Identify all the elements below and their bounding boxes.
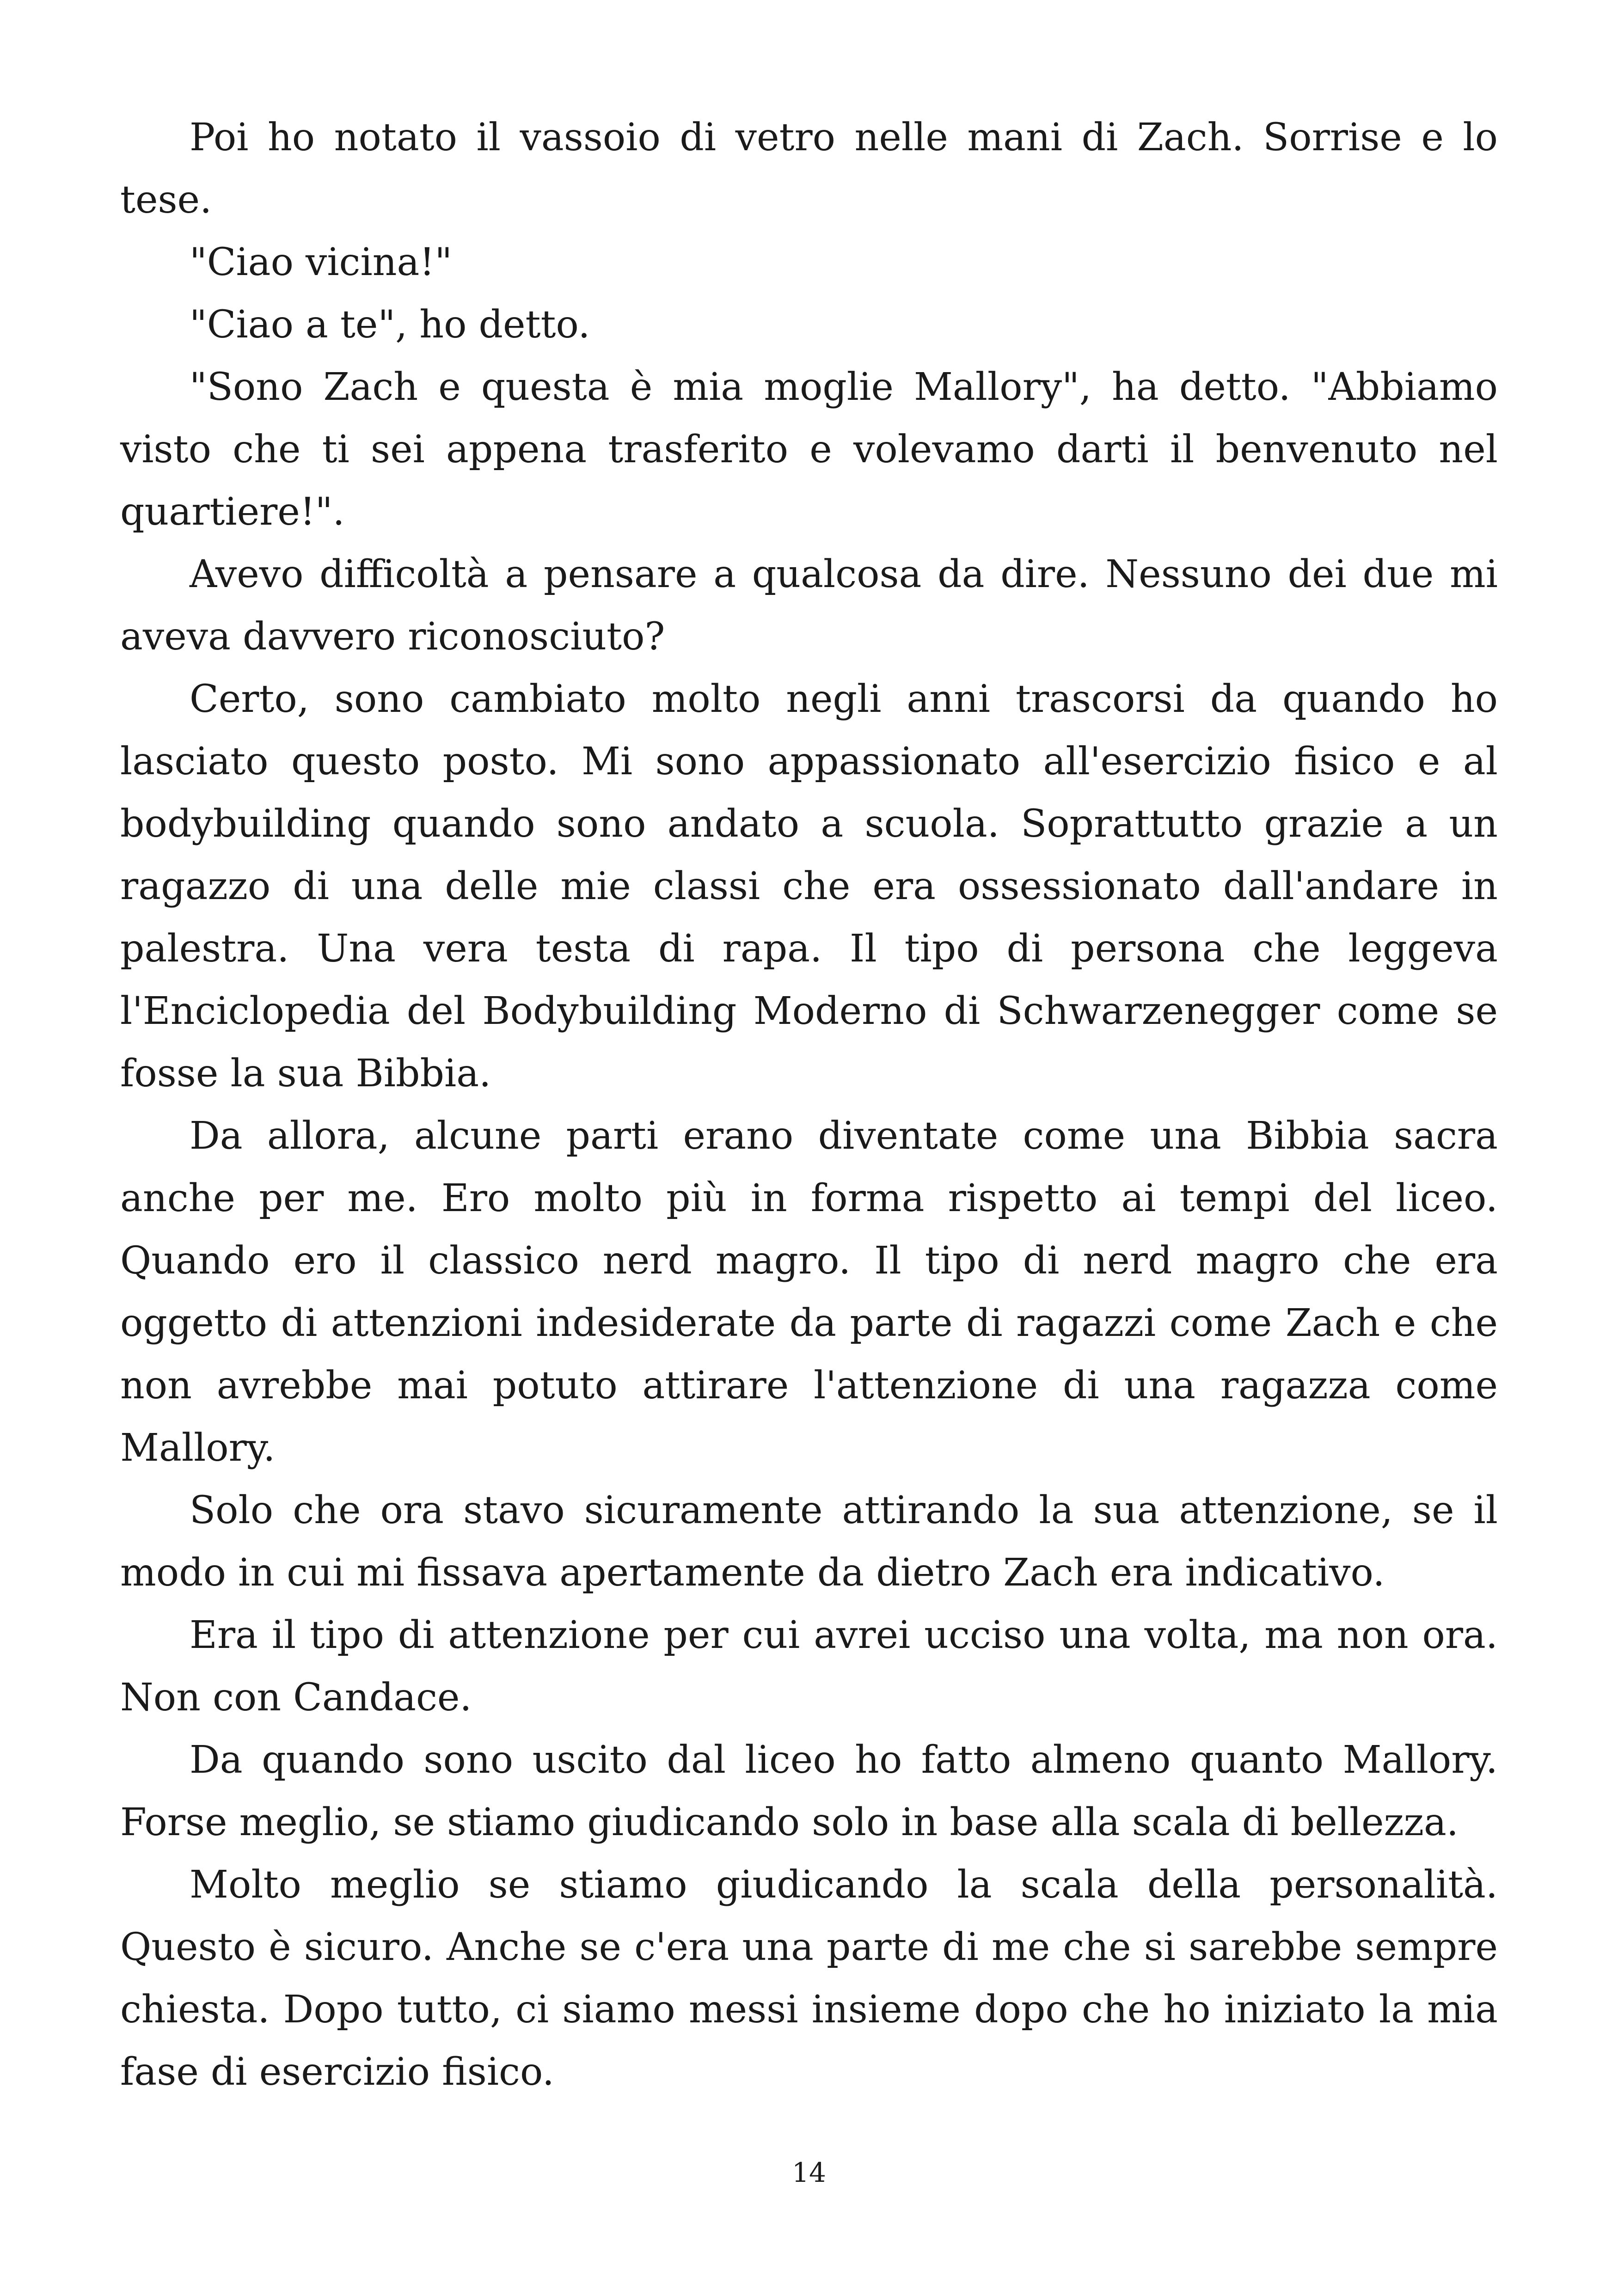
paragraph: "Sono Zach e questa è mia moglie Mallory", ha detto. "Abbiamo visto che ti sei appena trasferito e volevamo darti il benvenuto nel quartiere!".: [120, 365, 1498, 534]
paragraph: Da quando sono uscito dal liceo ho fatto almeno quanto Mallory. Forse meglio, se stiamo giudicando solo in base alla scala di bellezza.: [120, 1738, 1498, 1844]
paragraph: Molto meglio se stiamo giudicando la scala della personalità. Questo è sicuro. Anche se c'era una parte di me che si sarebbe sempre chiesta. Dopo tutto, ci siamo messi insieme dopo che ho iniziato la mia fase di esercizio fisico.: [120, 1863, 1498, 2094]
paragraph: Certo, sono cambiato molto negli anni trascorsi da quando ho lasciato questo posto. Mi sono appassionato all'esercizio fisico e al bodybuilding quando sono andato a scuola. Soprattutto grazie a un ragazzo di una delle mie classi che era ossessionato dall'andare in palestra. Una vera testa di rapa. Il tipo di persona che leggeva l'Enciclopedia del Bodybuilding Moderno di Schwarzenegger come se fosse la sua Bibbia.: [120, 677, 1498, 1096]
paragraph: Era il tipo di attenzione per cui avrei ucciso una volta, ma non ora. Non con Candace.: [120, 1613, 1498, 1720]
page-number: 14: [792, 2157, 826, 2188]
paragraph: Poi ho notato il vassoio di vetro nelle mani di Zach. Sorrise e lo tese.: [120, 116, 1498, 222]
paragraph: "Ciao a te", ho detto.: [190, 303, 590, 347]
body-text: [120, 106, 1498, 2103]
paragraph: "Ciao vicina!": [190, 240, 453, 284]
paragraph: Avevo difficoltà a pensare a qualcosa da dire. Nessuno dei due mi aveva davvero riconosciuto?: [120, 552, 1498, 659]
paragraph: Solo che ora stavo sicuramente attirando la sua attenzione, se il modo in cui mi fissava apertamente da dietro Zach era indicativo.: [120, 1488, 1498, 1595]
paragraph: Da allora, alcune parti erano diventate come una Bibbia sacra anche per me. Ero molto più in forma rispetto ai tempi del liceo. Quando ero il classico nerd magro. Il tipo di nerd magro che era oggetto di attenzioni indesiderate da parte di ragazzi come Zach e che non avrebbe mai potuto attirare l'attenzione di una ragazza come Mallory.: [120, 1114, 1498, 1470]
